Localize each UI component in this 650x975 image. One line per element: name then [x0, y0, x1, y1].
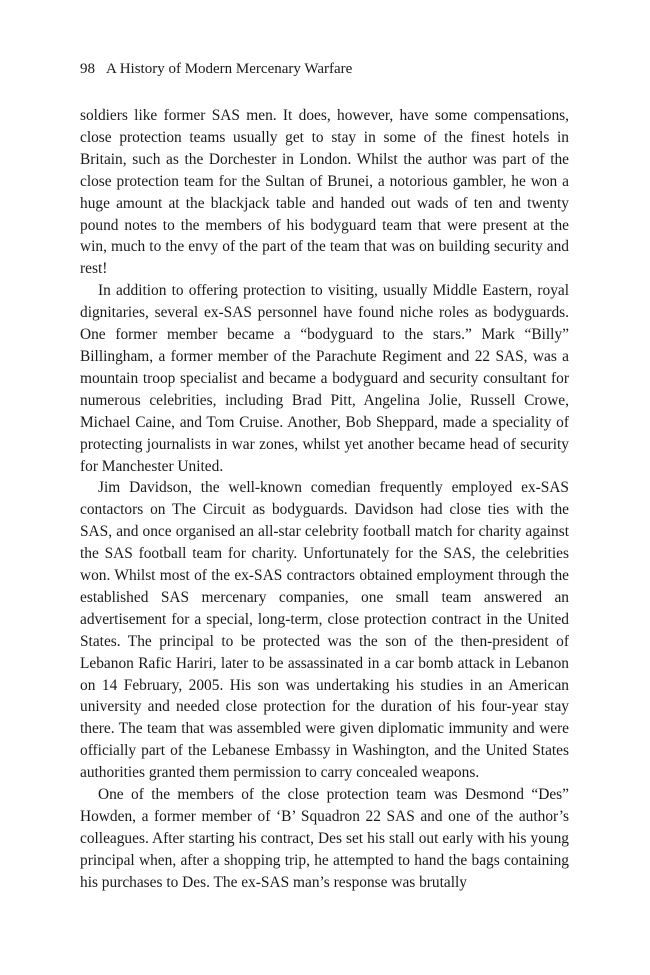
paragraph-1: soldiers like former SAS men. It does, however, have some compensations, close protection teams usually get to stay in some of the finest hotels in Britain, such as the Dorchester in London. Whilst the author was part of the close protection team for the Sultan of Brunei, a notorious gambler, he won a huge amount at the blackjack table and handed out wads of ten and twenty pound notes to the members of his bodyguard team that were present at the win, much to the envy of the part of the team that was on building security and rest!: [80, 107, 569, 278]
paragraph-3: Jim Davidson, the well-known comedian frequently employed ex-SAS contactors on The Circuit as bodyguards. Davidson had close ties with the SAS, and once organised an all-star celebrity football match for charity against the SAS football team for charity. Unfortunately for the SAS, the celebrities won. Whilst most of the ex-SAS contractors obtained employment through the established SAS mercenary companies, one small team answered an advertisement for a special, long-term, close protection contract in the United States. The principal to be protected was the son of the then-president of Lebanon Rafic Hariri, later to be assassinated in a car bomb attack in Lebanon on 14 February, 2005. His son was undertaking his studies in an American university and needed close protection for the duration of his four-year stay there. The team that was assembled were given diplomatic immunity and were officially part of the Lebanese Embassy in Washington, and the United States authorities granted them permission to carry concealed weapons.: [80, 479, 569, 782]
body-text: [80, 105, 569, 894]
book-page: [80, 60, 569, 894]
page-number: 98: [80, 61, 95, 77]
paragraph-4: One of the members of the close protection team was Desmond “Des” Howden, a former member of ‘B’ Squadron 22 SAS and one of the author’s colleagues. After starting his contract, Des set his stall out early with his young principal when, after a shopping trip, he attempted to hand the bags containing his purchases to Des. The ex-SAS man’s response was brutally: [80, 786, 569, 891]
book-title: A History of Modern Mercenary Warfare: [105, 61, 353, 77]
paragraph-2: In addition to offering protection to visiting, usually Middle Eastern, royal dignitaries, several ex-SAS personnel have found niche roles as bodyguards. One former member became a “bodyguard to the stars.” Mark “Billy” Billingham, a former member of the Parachute Regiment and 22 SAS, was a mountain troop specialist and became a bodyguard and security consultant for numerous celebrities, including Brad Pitt, Angelina Jolie, Russell Crowe, Michael Caine, and Tom Cruise. Another, Bob Sheppard, made a speciality of protecting journalists in war zones, whilst yet another became head of security for Manchester United.: [80, 282, 569, 475]
running-head: [80, 60, 569, 78]
